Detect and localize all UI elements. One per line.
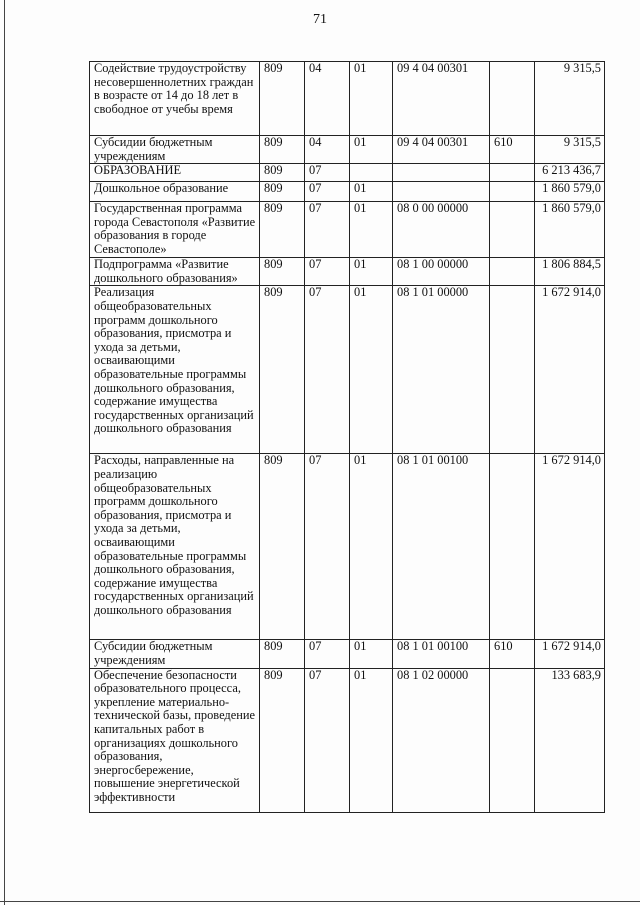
section-code-cell: 04 bbox=[305, 62, 350, 136]
expense-type-cell bbox=[490, 62, 535, 136]
target-article-cell: 08 1 01 00100 bbox=[393, 640, 490, 668]
target-article-cell: 08 0 00 00000 bbox=[393, 202, 490, 258]
expense-type-cell: 610 bbox=[490, 640, 535, 668]
section-code-cell: 07 bbox=[305, 668, 350, 812]
target-article-cell: 08 1 01 00000 bbox=[393, 286, 490, 454]
row-name-cell: Расходы, направленные на реализацию общеобразовательных программ дошкольного образования, присмотра и ухода за детьми, осваивающими образовательные программы дошкольного образования, содержание имущества государственных организаций дошкольного образования bbox=[90, 454, 260, 640]
expense-type-cell bbox=[490, 164, 535, 182]
page-frame-bottom bbox=[0, 901, 640, 902]
ministry-code-cell: 809 bbox=[260, 202, 305, 258]
ministry-code-cell: 809 bbox=[260, 62, 305, 136]
amount-cell: 1 672 914,0 bbox=[535, 640, 605, 668]
ministry-code-cell: 809 bbox=[260, 258, 305, 286]
expense-type-cell bbox=[490, 668, 535, 812]
expense-type-cell bbox=[490, 182, 535, 202]
target-article-cell: 09 4 04 00301 bbox=[393, 62, 490, 136]
row-name-cell: ОБРАЗОВАНИЕ bbox=[90, 164, 260, 182]
expense-type-cell bbox=[490, 286, 535, 454]
section-code-cell: 04 bbox=[305, 136, 350, 164]
section-code-cell: 07 bbox=[305, 182, 350, 202]
table-row bbox=[90, 182, 605, 202]
amount-cell: 6 213 436,7 bbox=[535, 164, 605, 182]
section-code-cell: 07 bbox=[305, 286, 350, 454]
ministry-code-cell: 809 bbox=[260, 136, 305, 164]
subsection-code-cell: 01 bbox=[350, 640, 393, 668]
row-name-cell: Дошкольное образование bbox=[90, 182, 260, 202]
subsection-code-cell: 01 bbox=[350, 182, 393, 202]
table-row bbox=[90, 258, 605, 286]
subsection-code-cell bbox=[350, 164, 393, 182]
table-row bbox=[90, 202, 605, 258]
row-name-cell: Субсидии бюджетным учреждениям bbox=[90, 136, 260, 164]
amount-cell: 133 683,9 bbox=[535, 668, 605, 812]
subsection-code-cell: 01 bbox=[350, 202, 393, 258]
section-code-cell: 07 bbox=[305, 202, 350, 258]
budget-table bbox=[89, 61, 605, 813]
subsection-code-cell: 01 bbox=[350, 258, 393, 286]
amount-cell: 1 806 884,5 bbox=[535, 258, 605, 286]
target-article-cell: 09 4 04 00301 bbox=[393, 136, 490, 164]
page-number: 71 bbox=[313, 12, 327, 27]
target-article-cell bbox=[393, 164, 490, 182]
amount-cell: 1 672 914,0 bbox=[535, 286, 605, 454]
subsection-code-cell: 01 bbox=[350, 136, 393, 164]
ministry-code-cell: 809 bbox=[260, 454, 305, 640]
section-code-cell: 07 bbox=[305, 454, 350, 640]
row-name-cell: Обеспечение безопасности образовательного процесса, укрепление материально-технической базы, проведение капитальных работ в организациях дошкольного образования, энергосбережение, повышение энергетической эффективности bbox=[90, 668, 260, 812]
subsection-code-cell: 01 bbox=[350, 454, 393, 640]
section-code-cell: 07 bbox=[305, 640, 350, 668]
page-frame-left bbox=[4, 0, 5, 905]
row-name-cell: Реализация общеобразовательных программ дошкольного образования, присмотра и ухода за детьми, осваивающими образовательные программы дошкольного образования, содержание имущества государственных организаций дошкольного образования bbox=[90, 286, 260, 454]
target-article-cell: 08 1 02 00000 bbox=[393, 668, 490, 812]
table-row bbox=[90, 454, 605, 640]
table-row bbox=[90, 164, 605, 182]
row-name-cell: Субсидии бюджетным учреждениям bbox=[90, 640, 260, 668]
expense-type-cell bbox=[490, 202, 535, 258]
expense-type-cell: 610 bbox=[490, 136, 535, 164]
target-article-cell bbox=[393, 182, 490, 202]
target-article-cell: 08 1 01 00100 bbox=[393, 454, 490, 640]
row-name-cell: Содействие трудоустройству несовершеннолетних граждан в возрасте от 14 до 18 лет в свободное от учебы время bbox=[90, 62, 260, 136]
section-code-cell: 07 bbox=[305, 164, 350, 182]
table-body bbox=[90, 62, 605, 813]
table-row bbox=[90, 136, 605, 164]
amount-cell: 9 315,5 bbox=[535, 62, 605, 136]
expense-type-cell bbox=[490, 454, 535, 640]
amount-cell: 1 860 579,0 bbox=[535, 182, 605, 202]
table-row bbox=[90, 286, 605, 454]
amount-cell: 1 860 579,0 bbox=[535, 202, 605, 258]
row-name-cell: Государственная программа города Севастополя «Развитие образования в городе Севастополе» bbox=[90, 202, 260, 258]
amount-cell: 1 672 914,0 bbox=[535, 454, 605, 640]
ministry-code-cell: 809 bbox=[260, 640, 305, 668]
table-row bbox=[90, 640, 605, 668]
row-name-cell: Подпрограмма «Развитие дошкольного образования» bbox=[90, 258, 260, 286]
expense-type-cell bbox=[490, 258, 535, 286]
subsection-code-cell: 01 bbox=[350, 62, 393, 136]
table-row bbox=[90, 62, 605, 136]
table-row bbox=[90, 668, 605, 812]
target-article-cell: 08 1 00 00000 bbox=[393, 258, 490, 286]
amount-cell: 9 315,5 bbox=[535, 136, 605, 164]
ministry-code-cell: 809 bbox=[260, 182, 305, 202]
ministry-code-cell: 809 bbox=[260, 286, 305, 454]
section-code-cell: 07 bbox=[305, 258, 350, 286]
ministry-code-cell: 809 bbox=[260, 668, 305, 812]
subsection-code-cell: 01 bbox=[350, 286, 393, 454]
subsection-code-cell: 01 bbox=[350, 668, 393, 812]
ministry-code-cell: 809 bbox=[260, 164, 305, 182]
